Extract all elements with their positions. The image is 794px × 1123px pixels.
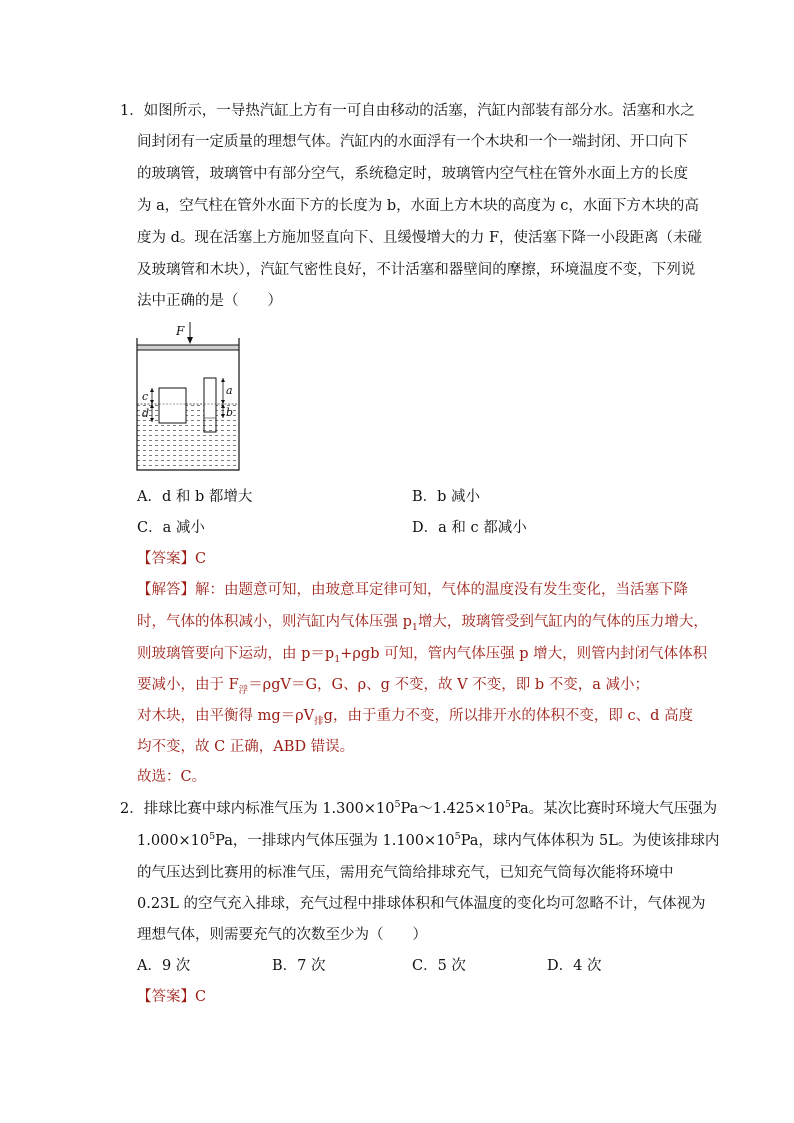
solution-text-2b: 增大，玻璃管受到气缸内的气体的压力增大，	[417, 614, 708, 630]
q1-stem-line-2: 间封闭有一定质量的理想气体。汽缸内的水面浮有一个木块和一个一端封闭、开口向下	[137, 134, 688, 150]
q2-text-2c: Pa，球内气体体积为 5L。为使该排球内	[460, 833, 720, 849]
q1-solution-line-2	[137, 612, 708, 632]
q2-stem-line-3: 的气压达到比赛用的标准气压，需用充气筒给排球充气，已知充气筒每次能将环境中	[137, 865, 674, 881]
q2-text-1c: Pa。某次比赛时环境大气压强为	[510, 801, 718, 817]
solution-sub-2: 1	[411, 621, 418, 633]
a-arrow-top	[221, 378, 225, 382]
q1-option-a: A．d 和 b 都增大	[137, 489, 253, 505]
a-arrow-bottom	[221, 400, 225, 404]
q1-solution-line-3	[137, 644, 707, 664]
solution-text-3a: 则玻璃管要向下运动，由 p＝p	[137, 646, 335, 662]
q1-stem-line-7: 法中正确的是（ ）	[137, 293, 282, 309]
q2-text-1b: Pa～1.425×10	[400, 801, 505, 817]
q1-stem-line-5: 度为 d。现在活塞上方施加竖直向下、且缓慢增大的力 F，使活塞下降一小段距离（未碰	[137, 230, 703, 246]
solution-text-4a: 要减小，由于 F	[137, 677, 239, 693]
q1-stem-line-6: 及玻璃管和木块），汽缸气密性良好，不计活塞和器壁间的摩擦，环境温度不变，下列说	[137, 262, 696, 278]
q1-solution-line-4	[137, 675, 649, 695]
piston	[137, 345, 239, 350]
q1-stem-line-1: 1．如图所示，一导热汽缸上方有一可自由移动的活塞，汽缸内部装有部分水。活塞和水之	[120, 103, 695, 119]
q2-option-a: A．9 次	[137, 958, 191, 974]
q1-stem-line-4: 为 a，空气柱在管外水面下方的长度为 b，水面上方木块的高度为 c，水面下方木块的高	[137, 198, 699, 214]
solution-tag: 【解答】	[137, 582, 195, 598]
answer-tag: 【答案】	[137, 551, 195, 567]
q1-solution-line-6: 均不变，故 C 正确，ABD 错误。	[137, 739, 355, 755]
label-a: a	[226, 384, 233, 397]
q2-option-d: D．4 次	[547, 958, 602, 974]
cylinder-diagram-svg	[130, 318, 246, 474]
q2-stem-line-1	[120, 799, 717, 819]
q2-text-2a: 1.000×10	[137, 833, 210, 849]
solution-text-5b: g，由于重力不变，所以排开水的体积不变，即 c、d 高度	[323, 708, 694, 724]
q2-option-b: B．7 次	[272, 958, 326, 974]
force-arrow-head	[187, 337, 193, 344]
solution-sub-5: 排	[314, 715, 324, 727]
cylinder-diagram	[130, 318, 246, 474]
q2-stem-line-4: 0.23L 的空气充入排球，充气过程中排球体积和气体温度的变化均可忽略不计，气体视为	[137, 896, 706, 912]
q2-sup-1b: 5	[504, 799, 511, 811]
solution-sub-4: 浮	[238, 684, 249, 696]
label-c: c	[142, 390, 149, 403]
q2-stem-line-5: 理想气体，则需要充气的次数至少为（ ）	[137, 927, 427, 943]
q1-option-d: D．a 和 c 都减小	[412, 520, 527, 536]
q2-option-c: C．5 次	[412, 958, 466, 974]
solution-text-1: 解：由题意可知，由玻意耳定律可知，气体的温度没有发生变化，当活塞下降	[195, 582, 688, 598]
label-b: b	[226, 406, 234, 419]
label-d: d	[142, 407, 150, 420]
tube-water	[205, 418, 216, 432]
solution-text-2a: 时，气体的体积减小，则汽缸内气体压强 p	[137, 614, 412, 630]
q1-answer	[137, 549, 206, 569]
solution-sub-3: 1	[334, 653, 341, 665]
q1-solution-line-5	[137, 706, 693, 726]
q2-stem-line-2	[137, 831, 719, 851]
q1-solution-line-1	[137, 580, 688, 600]
q1-solution-line-7: 故选：C。	[137, 769, 207, 785]
q1-option-c: C．a 减小	[137, 520, 205, 536]
q2-text-1a: 2．排球比赛中球内标准气压为 1.300×10	[120, 801, 395, 817]
q2-sup-1a: 5	[394, 799, 401, 811]
answer-value: C	[195, 989, 207, 1005]
solution-text-5a: 对木块，由平衡得 mg＝ρV	[137, 708, 315, 724]
answer-tag: 【答案】	[137, 989, 195, 1005]
solution-text-4b: ＝ρgV＝G，G、ρ、g 不变，故 V 不变，即 b 不变，a 减小；	[248, 677, 649, 693]
c-arrow-bottom	[150, 400, 154, 404]
q2-text-2b: Pa，一排球内气体压强为 1.100×10	[215, 833, 455, 849]
c-arrow-top	[150, 388, 154, 392]
q1-option-b: B．b 减小	[412, 489, 481, 505]
solution-text-3b: +ρgb 可知，管内气体压强 p 增大，则管内封闭气体体积	[340, 646, 708, 662]
q2-sup-2a: 5	[209, 831, 216, 843]
answer-value: C	[195, 551, 207, 567]
wood-block	[159, 388, 186, 423]
q2-answer	[137, 987, 206, 1007]
q2-sup-2b: 5	[454, 831, 461, 843]
q1-stem-line-3: 的玻璃管，玻璃管中有部分空气，系统稳定时，玻璃管内空气柱在管外水面上方的长度	[137, 166, 688, 182]
force-label: F	[176, 324, 185, 338]
